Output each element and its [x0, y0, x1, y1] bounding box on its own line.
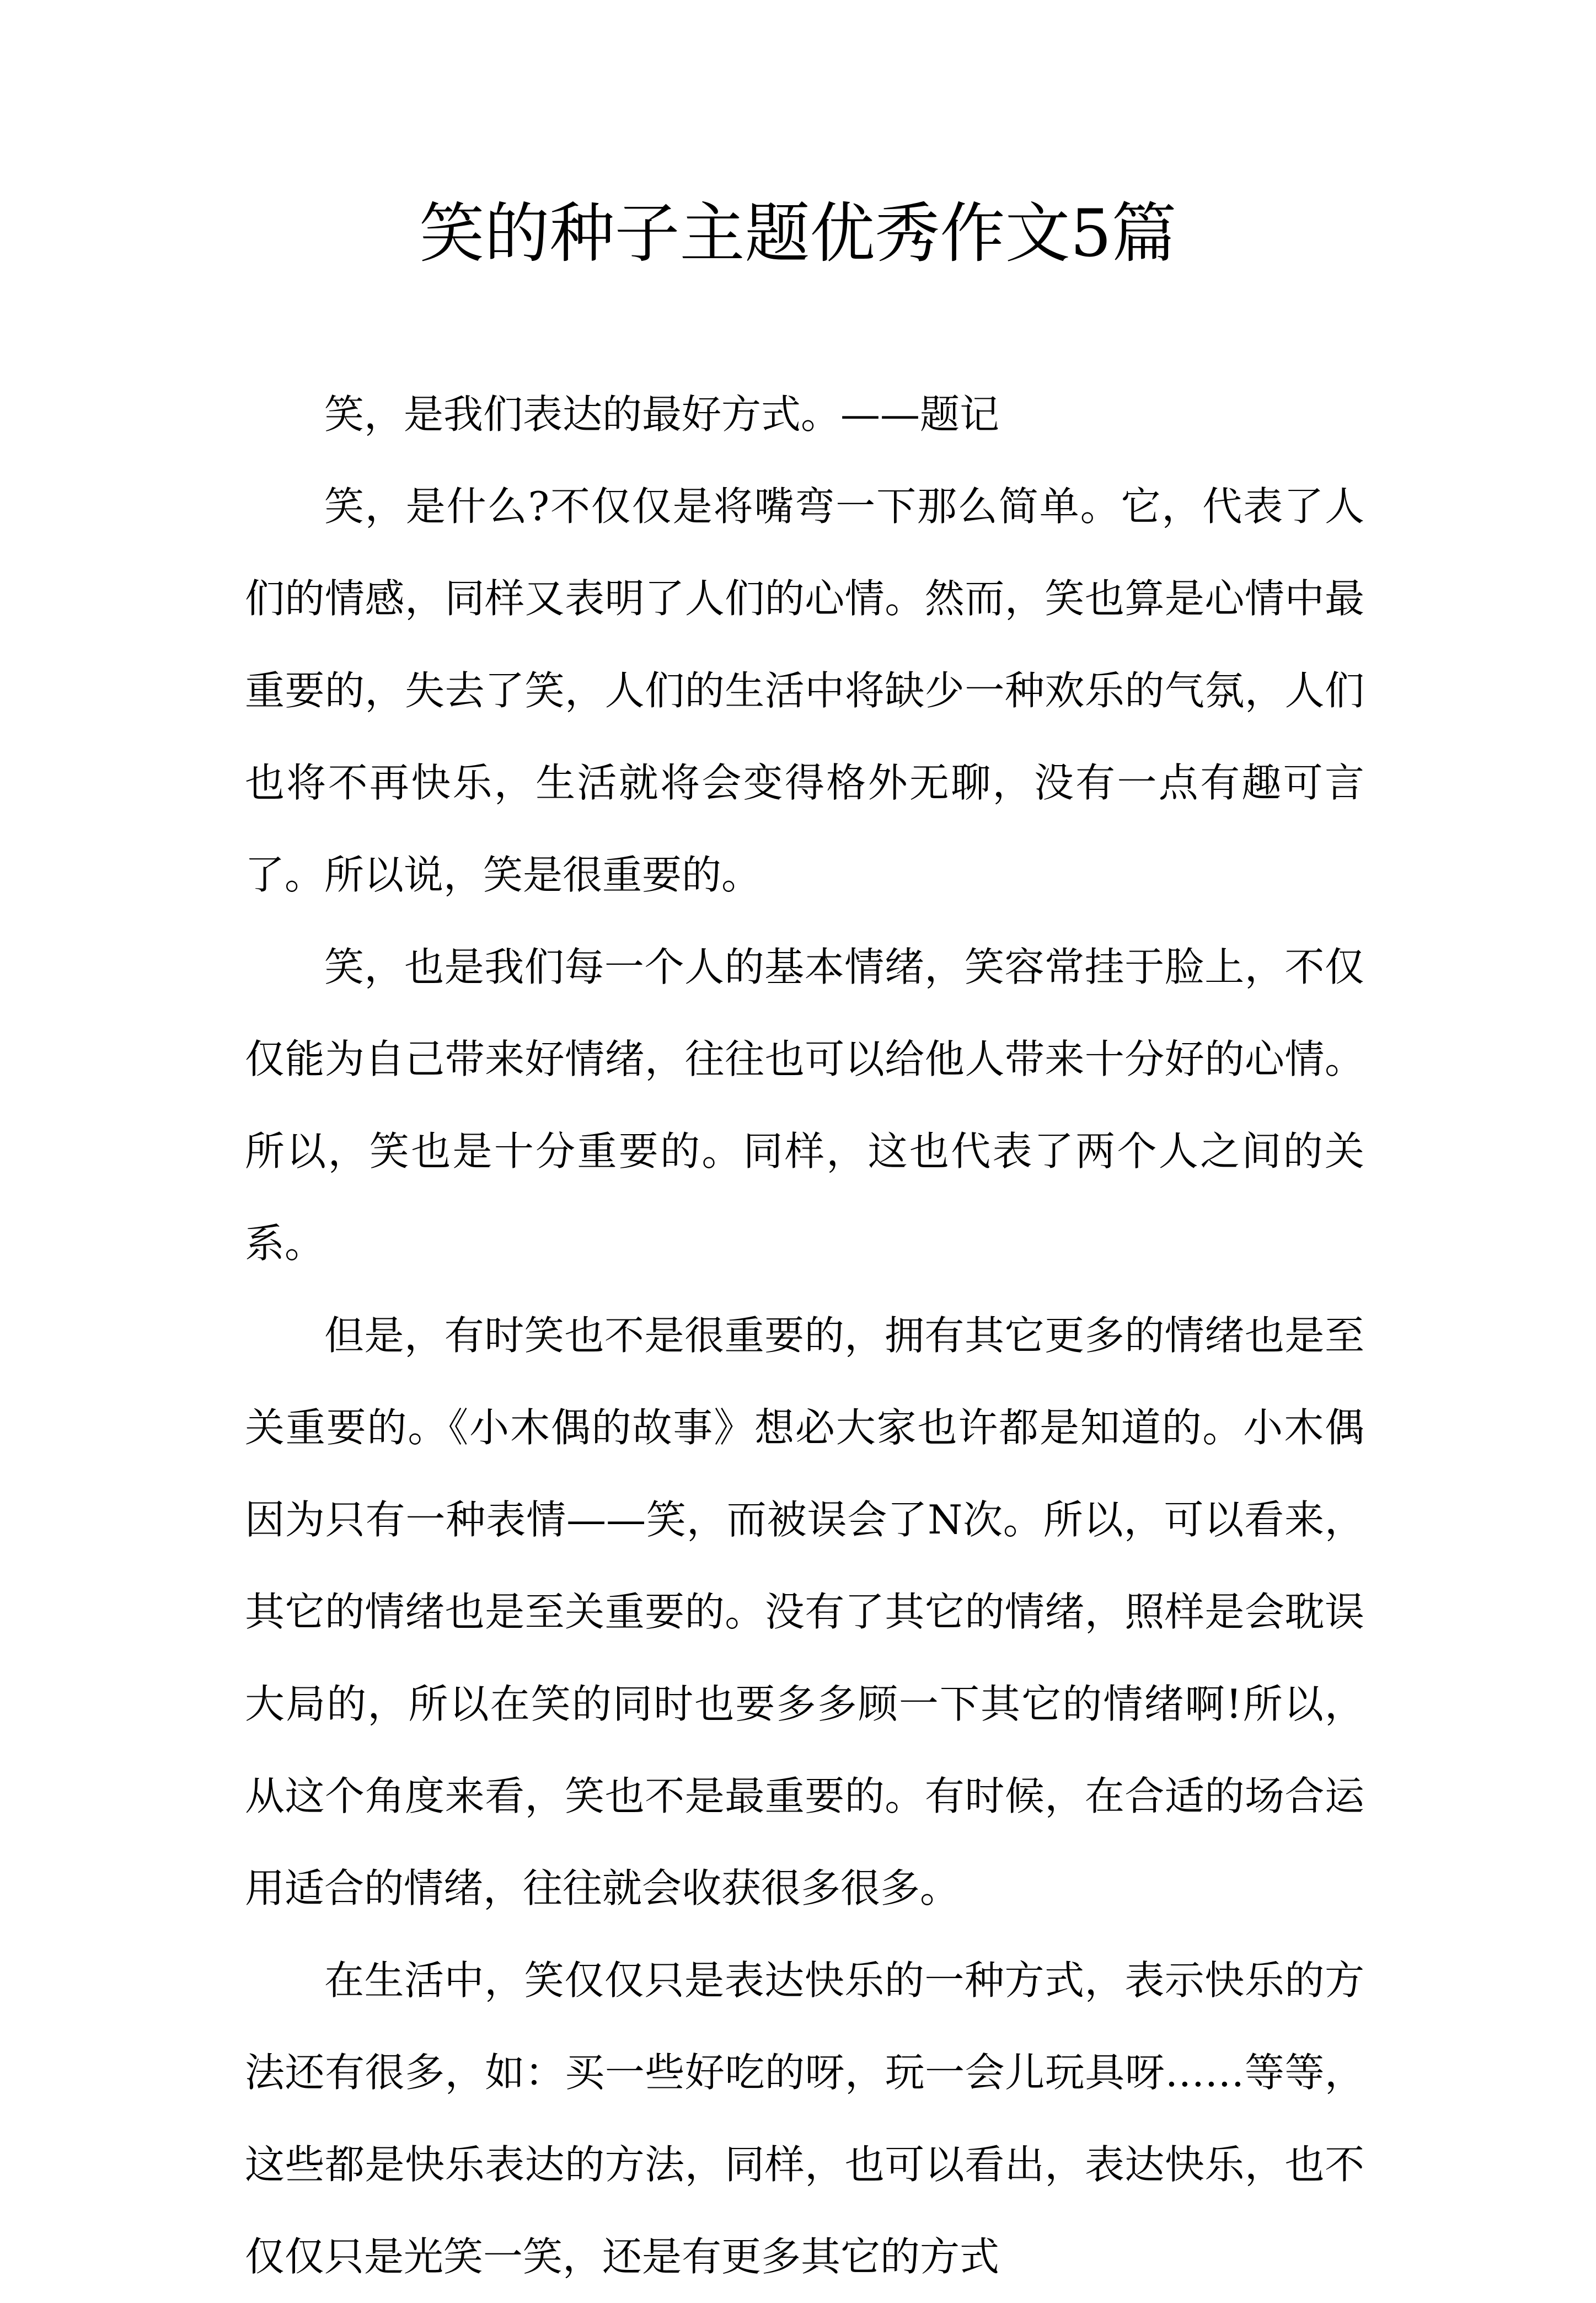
paragraph: 笑，也是我们每一个人的基本情绪，笑容常挂于脸上，不仅仅能为自己带来好情绪，往往也可以给他人带来十分好的心情。所以，笑也是十分重要的。同样，这也代表了两个人之间的关系。 — [245, 944, 1364, 1267]
document-title: 笑的种子主题优秀作文5篇 — [419, 195, 1177, 271]
paragraph: 在生活中，笑仅仅只是表达快乐的一种方式，表示快乐的方法还有很多，如：买一些好吃的呀，玩一会儿玩具呀……等等，这些都是快乐表达的方法，同样，也可以看出，表达快乐，也不仅仅只是光笑一笑，还是有更多其它的方式 — [245, 1957, 1364, 2280]
paragraph: 但是，有时笑也不是很重要的，拥有其它更多的情绪也是至关重要的。《小木偶的故事》想必大家也许都是知道的。小木偶因为只有一种表情——笑，而被误会了N次。所以，可以看来，其它的情绪也是至关重要的。没有了其它的情绪，照样是会耽误大局的，所以在笑的同时也要多多顾一下其它的情绪啊!所以，从这个角度来看，笑也不是最重要的。有时候，在合适的场合运用适合的情绪，往往就会收获很多很多。 — [245, 1312, 1364, 1911]
paragraph-epigraph: 笑，是我们表达的最好方式。——题记 — [324, 391, 1000, 437]
paragraph: 笑，是什么?不仅仅是将嘴弯一下那么简单。它，代表了人们的情感，同样又表明了人们的心情。然而，笑也算是心情中最重要的，失去了笑，人们的生活中将缺少一种欢乐的气氛，人们也将不再快乐，生活就将会变得格外无聊，没有一点有趣可言了。所以说，笑是很重要的。 — [245, 483, 1364, 898]
document-body — [245, 368, 1364, 2303]
